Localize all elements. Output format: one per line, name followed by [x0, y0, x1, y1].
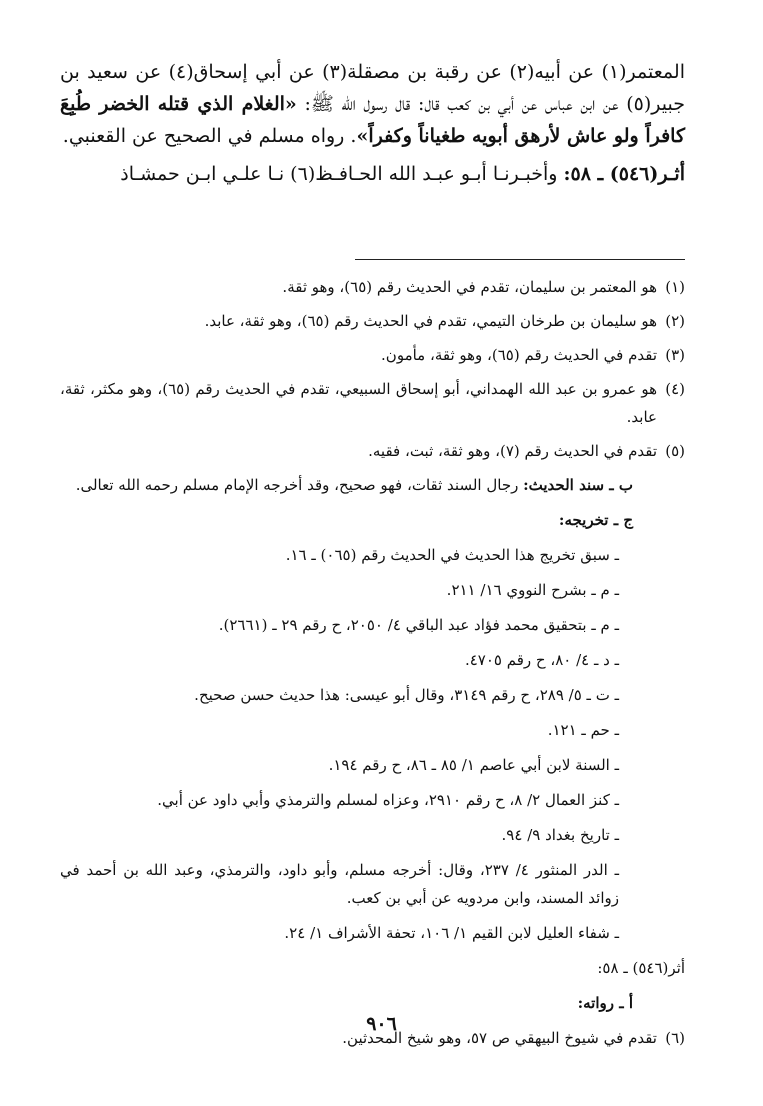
footnote-separator — [355, 259, 685, 260]
athar-heading-line — [60, 158, 685, 190]
takhrij-item: ـ م ـ بتحقيق محمد فؤاد عبد الباقي ٤/ ٢٠٥٠، ح رقم ٢٩ ـ (٢٦٦١). — [218, 616, 619, 634]
footnote-text: تقدم في الحديث رقم (٦٥)، وهو ثقة، مأمون. — [381, 346, 657, 364]
ruwat-title: أ ـ رواته: — [577, 994, 633, 1012]
athar-label: أثـر(٥٤٦) ـ ٥٨: — [563, 163, 685, 185]
takhrij-title: ج ـ تخريجه: — [558, 511, 633, 529]
takhrij-item: ـ تاريخ بغداد ٩/ ٩٤. — [501, 826, 619, 844]
takhrij-item: ـ م ـ بشرح النووي ١٦/ ٢١١. — [446, 581, 619, 599]
footnote-number: (٥) — [665, 442, 685, 460]
takhrij-item: ـ الدر المنثور ٤/ ٢٣٧، وقال: أخرجه مسلم، وأبو داود، والترمذي، وعبد الله بن أحمد في زوائد المسند، وابن مردويه عن أبي بن كعب. — [60, 861, 619, 907]
main-text — [60, 56, 685, 190]
takhrij-item: ـ كنز العمال ٢/ ٨، ح رقم ٢٩١٠، وعزاه لمسلم والترمذي وأبي داود عن أبي. — [157, 791, 619, 809]
footnote-text: هو المعتمر بن سليمان، تقدم في الحديث رقم (٦٥)، وهو ثقة. — [282, 278, 657, 296]
footnote-3 — [60, 341, 685, 369]
sanad-label: ب ـ سند الحديث: — [523, 476, 633, 494]
athar-text: وأخبـرنـا أبـو عبـد الله الحـافـظ(٦) نـا علـي ابـن حمشـاذ — [120, 163, 558, 185]
sanad-text: رجال السند ثقات، فهو صحيح، وقد أخرجه الإمام مسلم رحمه الله تعالى. — [75, 476, 524, 494]
footnote-number: (٤) — [665, 380, 685, 398]
footnote-number: (٦) — [665, 1029, 685, 1047]
isnad-paragraph — [60, 56, 685, 152]
isnad-line-1: المعتمر(١) عن أبيه(٢) عن رقبة بن مصقلة(٣) عن أبي إسحاق(٤) عن سعيد بن جبير(٥) — [60, 61, 685, 115]
footnote-text: هو عمرو بن عبد الله الهمداني، أبو إسحاق السبيعي، تقدم في الحديث رقم (٦٥)، وهو مكثر، ثقة، عابد. — [60, 380, 657, 426]
footnote-text: تقدم في شيوخ البيهقي ص ٥٧، وهو شيخ المحدثين. — [342, 1029, 657, 1047]
sanad-note — [60, 471, 685, 499]
footnote-4 — [60, 375, 685, 431]
footnote-text: هو سليمان بن طرخان التيمي، تقدم في الحديث رقم (٦٥)، وهو ثقة، عابد. — [204, 312, 657, 330]
takhrij-item: ـ شفاء العليل لابن القيم ١/ ١٠٦، تحفة الأشراف ١/ ٢٤. — [284, 924, 619, 942]
takhrij-item: ـ حم ـ ١٢١. — [547, 721, 619, 739]
footnote-5 — [60, 437, 685, 465]
footnote-2 — [60, 307, 685, 335]
footnote-text: تقدم في الحديث رقم (٧)، وهو ثقة، ثبت، فقيه. — [368, 442, 657, 460]
hadith-source: . رواه مسلم في الصحيح عن القعنبي. — [62, 125, 357, 147]
takhrij-item: ـ د ـ ٤/ ٨٠، ح رقم ٤٧٠٥. — [464, 651, 619, 669]
takhrij-item: ـ ت ـ ٥/ ٢٨٩، ح رقم ٣١٤٩، وقال أبو عيسى: هذا حديث حسن صحيح. — [194, 686, 619, 704]
footnote-number: (١) — [665, 278, 685, 296]
footnote-1 — [60, 273, 685, 301]
footnote-number: (٢) — [665, 312, 685, 330]
athar-reference: أثر(٥٤٦) ـ ٥٨: — [597, 959, 685, 977]
footnotes-section — [60, 273, 685, 1058]
hadith-text: «الغلام الذي قتله الخضر طُبِعَ كافراً ولو عاش لأرهق أبويه طغياناً وكفراً» — [60, 93, 685, 147]
takhrij-item: ـ سبق تخريج هذا الحديث في الحديث رقم (٠٦٥) ـ ١٦. — [285, 546, 619, 564]
footnote-number: (٣) — [665, 346, 685, 364]
takhrij-item: ـ السنة لابن أبي عاصم ١/ ٨٥ ـ ٨٦، ح رقم ١٩٤. — [328, 756, 619, 774]
page-number: ٩٠٦ — [366, 1013, 397, 1035]
isnad-line-2: عن ابن عباس عن أبي بن كعب قال: قال رسول الله ﷺ: — [304, 93, 619, 115]
